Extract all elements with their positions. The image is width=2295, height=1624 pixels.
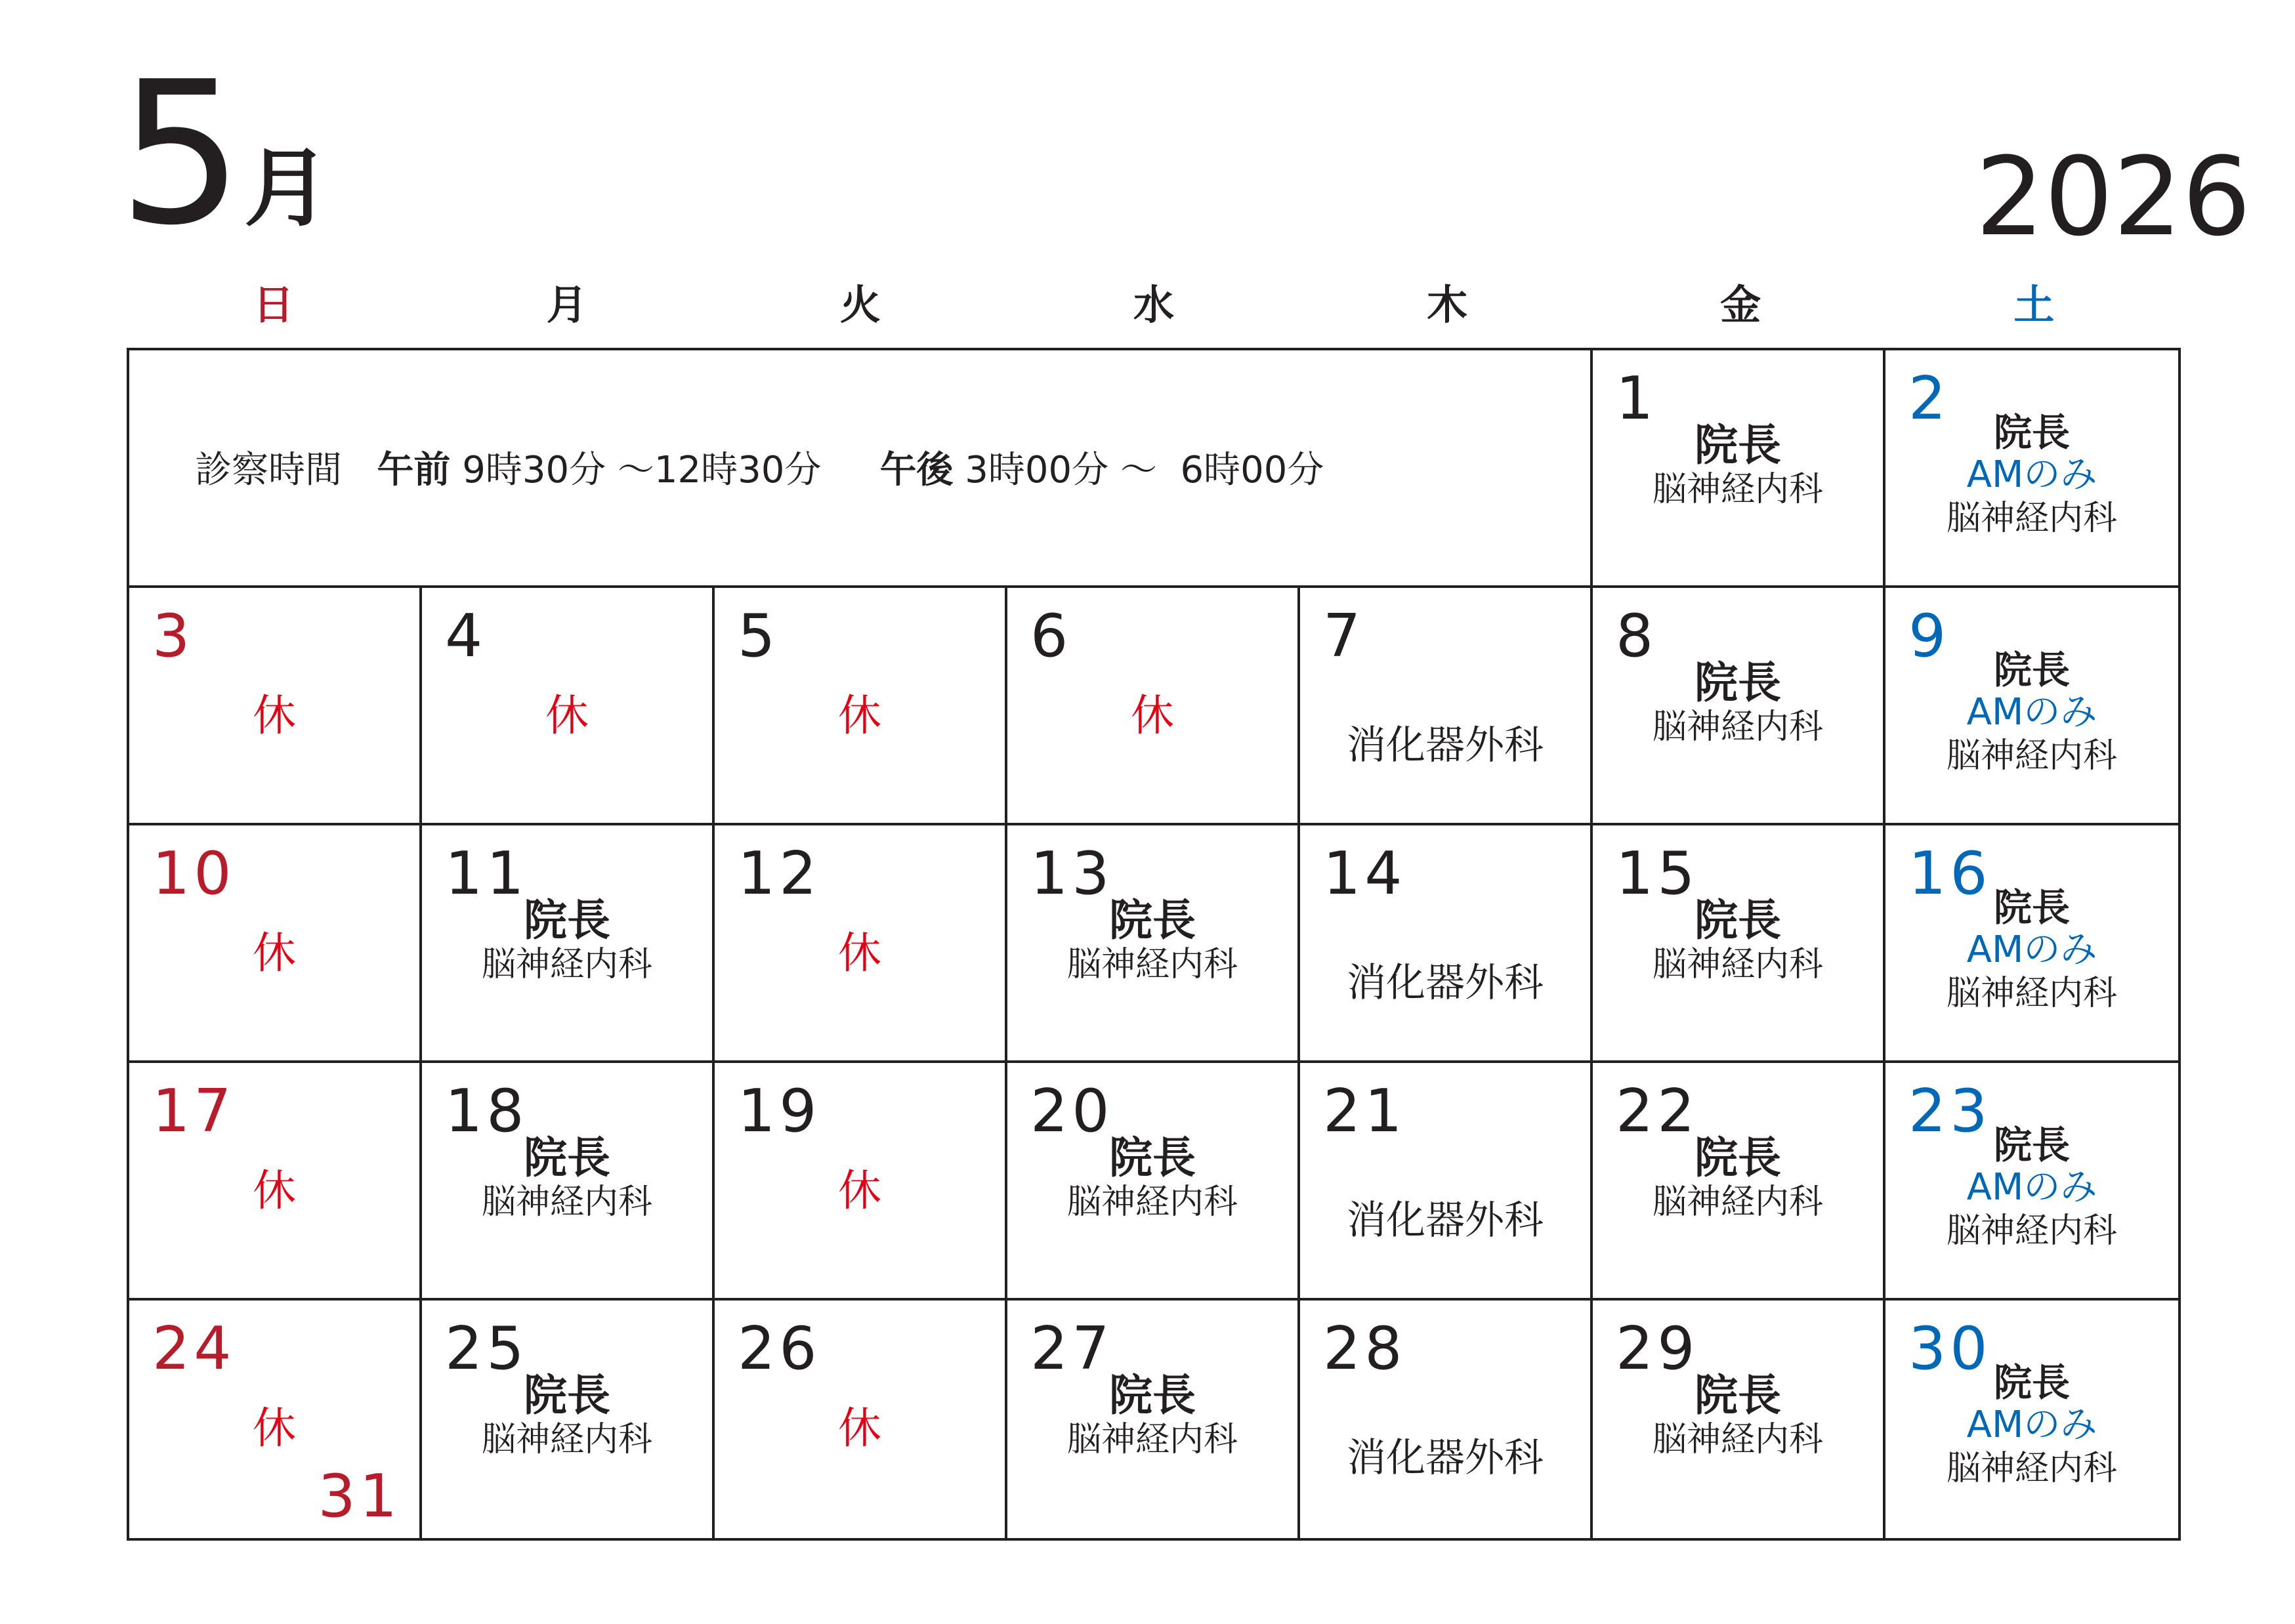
day-number: 7 (1323, 602, 1365, 671)
director-label: 院長 (1109, 895, 1196, 946)
day-number: 29 (1616, 1314, 1699, 1383)
day-schedule (1007, 895, 1297, 988)
day-cell (1885, 1301, 2178, 1538)
surgery-label: 消化器外科 (1347, 1435, 1544, 1481)
day-number: 14 (1323, 839, 1406, 908)
day-number: 9 (1908, 602, 1950, 671)
closed-label: 休 (838, 1165, 881, 1216)
director-label: 院長 (1695, 1370, 1781, 1421)
day-schedule (1593, 895, 1883, 988)
day-number: 19 (738, 1077, 821, 1146)
department-label: 脳神経内科 (1066, 945, 1238, 985)
day-cell (1593, 588, 1885, 825)
day-number: 26 (738, 1314, 821, 1383)
department-label: 脳神経内科 (1652, 945, 1823, 985)
day-number: 4 (445, 602, 487, 671)
weekday-label: 火 (839, 281, 881, 329)
day-schedule (1885, 1125, 2178, 1254)
surgery-label: 消化器外科 (1347, 722, 1544, 768)
day-schedule (715, 660, 1005, 741)
day-cell (1593, 1301, 1885, 1538)
surgery-label: 消化器外科 (1347, 960, 1544, 1006)
day-number: 22 (1616, 1077, 1699, 1146)
am-label: 午前 (377, 449, 451, 491)
director-label: 院長 (1109, 1133, 1196, 1183)
day-number: 21 (1323, 1077, 1406, 1146)
day-number: 5 (738, 602, 780, 671)
department-label: 脳神経内科 (1946, 974, 2117, 1014)
calendar-grid (127, 348, 2181, 1541)
am-only-label: AMのみ (1966, 928, 2097, 971)
day-schedule (422, 1370, 712, 1463)
weekday-label: 水 (1133, 281, 1174, 329)
day-schedule (1007, 1135, 1297, 1225)
day-schedule (1593, 657, 1883, 750)
extra-day-number: 31 (318, 1462, 401, 1531)
department-label: 脳神経内科 (1066, 1182, 1238, 1222)
day-schedule (1593, 1370, 1883, 1463)
day-number: 15 (1616, 839, 1699, 908)
director-label: 院長 (1695, 420, 1781, 470)
department-label: 脳神経内科 (481, 945, 652, 985)
department-label: 脳神経内科 (1946, 1211, 2117, 1251)
am-only-label: AMのみ (1966, 453, 2097, 496)
director-label: 院長 (524, 895, 610, 946)
day-cell (129, 1063, 422, 1301)
day-schedule (1300, 898, 1590, 1006)
weekday-header-row (127, 276, 2181, 335)
day-cell (1885, 825, 2178, 1063)
day-cell (1007, 1301, 1300, 1538)
day-number: 10 (152, 839, 236, 908)
day-cell (1300, 1063, 1593, 1301)
day-cell (1885, 350, 2178, 588)
department-label: 脳神経内科 (1946, 1449, 2117, 1489)
director-label: 院長 (1695, 895, 1781, 946)
am-only-label: AMのみ (1966, 1165, 2097, 1209)
department-label: 脳神経内科 (481, 1420, 652, 1460)
am-time: 9時30分 ～12時30分 (462, 449, 822, 491)
day-cell (1885, 1063, 2178, 1301)
director-label: 院長 (524, 1133, 610, 1183)
day-schedule (129, 1135, 419, 1216)
am-only-label: AMのみ (1966, 690, 2097, 734)
day-schedule (129, 1373, 419, 1453)
day-cell (1593, 1063, 1885, 1301)
day-schedule (1593, 1135, 1883, 1225)
day-cell (1885, 588, 2178, 825)
closed-label: 休 (838, 1403, 881, 1453)
weekday-label: 土 (2013, 281, 2055, 329)
day-schedule (1300, 660, 1590, 768)
hours-label: 診察時間 (195, 449, 342, 491)
day-number: 2 (1908, 364, 1950, 433)
department-label: 脳神経内科 (1652, 1420, 1823, 1460)
department-label: 脳神経内科 (1066, 1420, 1238, 1460)
day-schedule (422, 895, 712, 988)
day-number: 24 (152, 1314, 236, 1383)
day-cell (715, 1063, 1007, 1301)
day-cell (1300, 588, 1593, 825)
day-number: 11 (445, 839, 528, 908)
department-label: 脳神経内科 (1652, 707, 1823, 747)
am-only-label: AMのみ (1966, 1403, 2097, 1446)
day-cell (1007, 588, 1300, 825)
day-number: 1 (1616, 364, 1658, 433)
closed-label: 休 (253, 1165, 296, 1216)
day-cell (715, 1301, 1007, 1538)
day-cell (129, 825, 422, 1063)
day-number: 28 (1323, 1314, 1406, 1383)
day-schedule (1593, 420, 1883, 512)
director-label: 院長 (1993, 410, 2070, 455)
day-cell (1593, 825, 1885, 1063)
closed-label: 休 (253, 690, 296, 741)
consultation-hours-cell (129, 350, 1593, 588)
department-label: 脳神経内科 (1946, 736, 2117, 776)
day-number: 18 (445, 1077, 528, 1146)
day-cell (422, 588, 715, 825)
day-schedule (1007, 1370, 1297, 1463)
day-cell (129, 1301, 422, 1538)
director-label: 院長 (1993, 1360, 2070, 1405)
director-label: 院長 (1695, 1133, 1781, 1183)
day-schedule (1300, 1373, 1590, 1481)
day-number: 17 (152, 1077, 236, 1146)
day-schedule (422, 660, 712, 741)
day-cell (715, 825, 1007, 1063)
day-number: 6 (1030, 602, 1072, 671)
day-schedule (1885, 1360, 2178, 1491)
closed-label: 休 (253, 1403, 296, 1453)
closed-label: 休 (545, 690, 589, 741)
day-cell (422, 825, 715, 1063)
year: 2026 (1975, 134, 2251, 260)
weekday-label: 木 (1427, 281, 1468, 329)
weekday-label: 月 (546, 281, 587, 329)
director-label: 院長 (1695, 657, 1781, 708)
day-cell (422, 1063, 715, 1301)
day-cell (1007, 1063, 1300, 1301)
surgery-label: 消化器外科 (1347, 1197, 1544, 1243)
department-label: 脳神経内科 (1652, 470, 1823, 510)
day-cell (1300, 825, 1593, 1063)
day-cell (422, 1301, 715, 1538)
director-label: 院長 (1993, 1123, 2070, 1167)
day-number: 20 (1030, 1077, 1114, 1146)
day-schedule (1885, 885, 2178, 1016)
day-number: 30 (1908, 1314, 1992, 1383)
day-cell (715, 588, 1007, 825)
consultation-hours (195, 449, 1324, 491)
day-number: 3 (152, 602, 194, 671)
weekday-label: 金 (1720, 281, 1761, 329)
department-label: 脳神経内科 (1946, 499, 2117, 539)
weekday-label: 日 (253, 281, 294, 329)
day-number: 13 (1030, 839, 1114, 908)
day-cell (1300, 1301, 1593, 1538)
closed-label: 休 (838, 690, 881, 741)
director-label: 院長 (1993, 648, 2070, 692)
day-schedule (715, 1135, 1005, 1216)
day-cell (1007, 825, 1300, 1063)
pm-time: 3時00分 ～ 6時00分 (965, 449, 1324, 491)
day-schedule (1885, 650, 2178, 779)
director-label: 院長 (1109, 1370, 1196, 1421)
day-number: 27 (1030, 1314, 1114, 1383)
director-label: 院長 (524, 1370, 610, 1421)
department-label: 脳神経内科 (481, 1182, 652, 1222)
closed-label: 休 (253, 928, 296, 978)
day-schedule (129, 898, 419, 978)
day-number: 23 (1908, 1077, 1992, 1146)
day-schedule (422, 1135, 712, 1225)
day-number: 16 (1908, 839, 1992, 908)
day-number: 12 (738, 839, 821, 908)
day-cell (1593, 350, 1885, 588)
month-number: 5 (118, 39, 243, 268)
month-unit: 月 (244, 138, 330, 238)
day-schedule (1300, 1135, 1590, 1243)
director-label: 院長 (1993, 885, 2070, 930)
day-number: 25 (445, 1314, 528, 1383)
closed-label: 休 (838, 928, 881, 978)
pm-label: 午後 (879, 449, 954, 491)
day-cell (129, 588, 422, 825)
closed-label: 休 (1131, 690, 1174, 741)
day-schedule (715, 898, 1005, 978)
day-schedule (1007, 660, 1297, 741)
day-number: 8 (1616, 602, 1658, 671)
day-schedule (1885, 410, 2178, 541)
day-schedule (129, 660, 419, 741)
day-schedule (715, 1373, 1005, 1453)
department-label: 脳神経内科 (1652, 1182, 1823, 1222)
